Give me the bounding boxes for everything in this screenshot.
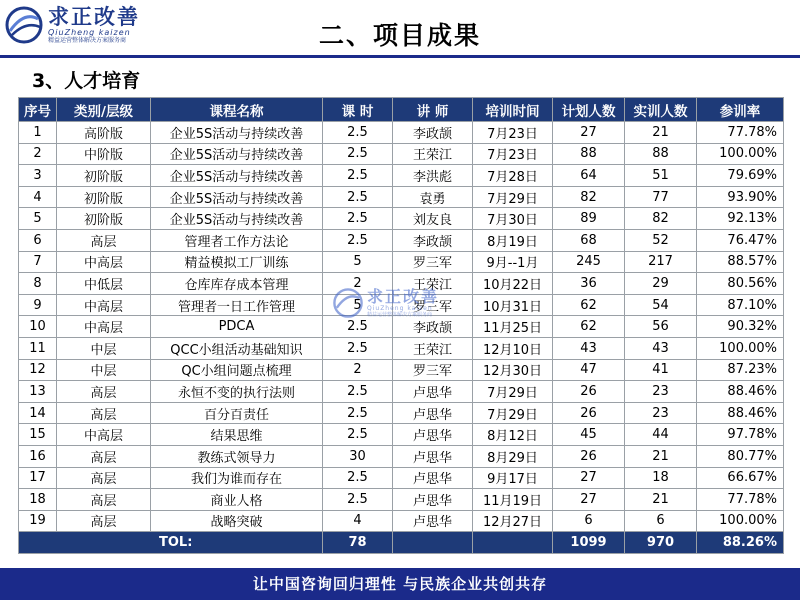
row-hours: 2	[323, 359, 393, 381]
row-actual: 217	[625, 251, 697, 273]
row-course: PDCA	[151, 316, 323, 338]
row-rate: 93.90%	[697, 186, 784, 208]
row-hours: 2.5	[323, 381, 393, 403]
row-course: 企业5S活动与持续改善	[151, 143, 323, 165]
table-row	[19, 337, 784, 359]
row-rate: 87.23%	[697, 359, 784, 381]
row-date: 11月25日	[473, 316, 553, 338]
row-date: 9月--1月	[473, 251, 553, 273]
watermark-name: 求正改善	[367, 287, 440, 306]
row-course: 教练式领导力	[151, 445, 323, 467]
row-course: 企业5S活动与持续改善	[151, 208, 323, 230]
row-course: 商业人格	[151, 489, 323, 511]
row-date: 12月10日	[473, 337, 553, 359]
title-divider	[0, 55, 800, 58]
row-level: 高层	[57, 381, 151, 403]
table-row	[19, 143, 784, 165]
row-level: 高阶版	[57, 122, 151, 144]
row-index: 13	[19, 381, 57, 403]
table-row	[19, 359, 784, 381]
row-level: 高层	[57, 445, 151, 467]
row-actual: 6	[625, 510, 697, 532]
table-row	[19, 229, 784, 251]
row-actual: 43	[625, 337, 697, 359]
row-instructor: 王荣江	[393, 143, 473, 165]
row-actual: 21	[625, 445, 697, 467]
table-row	[19, 445, 784, 467]
training-table	[18, 97, 784, 554]
table-row	[19, 165, 784, 187]
row-date: 11月19日	[473, 489, 553, 511]
row-instructor: 刘友良	[393, 208, 473, 230]
row-planned: 62	[553, 294, 625, 316]
table-row	[19, 467, 784, 489]
row-course: 百分百责任	[151, 402, 323, 424]
row-instructor: 王荣江	[393, 337, 473, 359]
row-instructor: 袁勇	[393, 186, 473, 208]
column-header-level: 类别/层级	[57, 98, 151, 122]
row-actual: 52	[625, 229, 697, 251]
footer-banner: 让中国咨询回归理性 与民族企业共创共存	[0, 568, 800, 600]
row-actual: 82	[625, 208, 697, 230]
row-instructor: 李政颉	[393, 122, 473, 144]
row-actual: 21	[625, 122, 697, 144]
row-planned: 43	[553, 337, 625, 359]
row-course: 企业5S活动与持续改善	[151, 165, 323, 187]
total-rate: 88.26%	[697, 532, 784, 554]
column-header-course: 课程名称	[151, 98, 323, 122]
row-course: 管理者工作方法论	[151, 229, 323, 251]
row-instructor: 李政颉	[393, 316, 473, 338]
column-header-index: 序号	[19, 98, 57, 122]
row-index: 1	[19, 122, 57, 144]
row-rate: 100.00%	[697, 510, 784, 532]
row-hours: 4	[323, 510, 393, 532]
row-planned: 245	[553, 251, 625, 273]
table-row	[19, 208, 784, 230]
table-header-row	[19, 98, 784, 122]
row-level: 中层	[57, 359, 151, 381]
logo-english-name: QiuZheng kaizen	[48, 27, 131, 37]
row-course: 管理者一日工作管理	[151, 294, 323, 316]
row-instructor: 卢思华	[393, 402, 473, 424]
row-instructor: 李洪彪	[393, 165, 473, 187]
table-row	[19, 251, 784, 273]
row-index: 14	[19, 402, 57, 424]
row-level: 初阶版	[57, 186, 151, 208]
row-hours: 2.5	[323, 402, 393, 424]
table-row	[19, 316, 784, 338]
table-total-row	[19, 532, 784, 554]
row-index: 10	[19, 316, 57, 338]
row-rate: 88.46%	[697, 381, 784, 403]
row-planned: 89	[553, 208, 625, 230]
row-rate: 100.00%	[697, 143, 784, 165]
row-date: 12月27日	[473, 510, 553, 532]
row-rate: 66.67%	[697, 467, 784, 489]
row-actual: 51	[625, 165, 697, 187]
row-level: 中高层	[57, 251, 151, 273]
row-rate: 100.00%	[697, 337, 784, 359]
row-instructor: 卢思华	[393, 489, 473, 511]
row-hours: 2.5	[323, 208, 393, 230]
row-index: 5	[19, 208, 57, 230]
row-index: 12	[19, 359, 57, 381]
row-level: 高层	[57, 402, 151, 424]
row-index: 2	[19, 143, 57, 165]
row-planned: 26	[553, 381, 625, 403]
total-actual: 970	[625, 532, 697, 554]
row-level: 初阶版	[57, 165, 151, 187]
row-instructor: 卢思华	[393, 445, 473, 467]
row-course: 企业5S活动与持续改善	[151, 122, 323, 144]
row-date: 7月29日	[473, 402, 553, 424]
table-row	[19, 510, 784, 532]
total-hours: 78	[323, 532, 393, 554]
row-actual: 23	[625, 381, 697, 403]
row-course: 精益模拟工厂训练	[151, 251, 323, 273]
row-level: 中层	[57, 337, 151, 359]
row-rate: 87.10%	[697, 294, 784, 316]
row-actual: 18	[625, 467, 697, 489]
row-date: 7月23日	[473, 122, 553, 144]
row-hours: 2.5	[323, 337, 393, 359]
row-level: 中高层	[57, 424, 151, 446]
watermark-english-name: QiuZheng kaizen	[367, 305, 433, 312]
row-course: 仓库库存成本管理	[151, 273, 323, 295]
row-date: 7月23日	[473, 143, 553, 165]
row-level: 初阶版	[57, 208, 151, 230]
row-actual: 56	[625, 316, 697, 338]
column-header-planned: 计划人数	[553, 98, 625, 122]
row-course: 企业5S活动与持续改善	[151, 186, 323, 208]
row-actual: 54	[625, 294, 697, 316]
row-rate: 88.46%	[697, 402, 784, 424]
row-index: 15	[19, 424, 57, 446]
column-header-instructor: 讲 师	[393, 98, 473, 122]
row-instructor: 罗三军	[393, 251, 473, 273]
column-header-actual: 实训人数	[625, 98, 697, 122]
row-hours: 2.5	[323, 143, 393, 165]
row-hours: 2.5	[323, 467, 393, 489]
row-planned: 62	[553, 316, 625, 338]
row-date: 7月29日	[473, 186, 553, 208]
row-date: 7月30日	[473, 208, 553, 230]
row-actual: 44	[625, 424, 697, 446]
row-planned: 68	[553, 229, 625, 251]
total-empty-cell	[393, 532, 473, 554]
row-index: 11	[19, 337, 57, 359]
row-actual: 21	[625, 489, 697, 511]
row-planned: 36	[553, 273, 625, 295]
row-index: 4	[19, 186, 57, 208]
row-course: QC小组问题点梳理	[151, 359, 323, 381]
table-row	[19, 294, 784, 316]
page-title: 二、项目成果	[318, 21, 481, 50]
row-date: 10月22日	[473, 273, 553, 295]
row-planned: 88	[553, 143, 625, 165]
row-level: 中阶版	[57, 143, 151, 165]
row-level: 高层	[57, 489, 151, 511]
row-index: 17	[19, 467, 57, 489]
row-instructor: 卢思华	[393, 467, 473, 489]
row-rate: 97.78%	[697, 424, 784, 446]
row-index: 8	[19, 273, 57, 295]
row-rate: 92.13%	[697, 208, 784, 230]
row-hours: 2.5	[323, 489, 393, 511]
row-course: 永恒不变的执行法则	[151, 381, 323, 403]
row-hours: 2.5	[323, 424, 393, 446]
row-rate: 80.56%	[697, 273, 784, 295]
row-level: 高层	[57, 467, 151, 489]
row-course: QCC小组活动基础知识	[151, 337, 323, 359]
row-level: 中高层	[57, 294, 151, 316]
row-date: 7月29日	[473, 381, 553, 403]
row-index: 9	[19, 294, 57, 316]
row-course: 战略突破	[151, 510, 323, 532]
row-instructor: 罗三军	[393, 294, 473, 316]
row-date: 8月12日	[473, 424, 553, 446]
row-actual: 88	[625, 143, 697, 165]
row-actual: 41	[625, 359, 697, 381]
row-actual: 77	[625, 186, 697, 208]
row-course: 结果思维	[151, 424, 323, 446]
row-hours: 2	[323, 273, 393, 295]
table-row	[19, 273, 784, 295]
table-row	[19, 424, 784, 446]
row-hours: 30	[323, 445, 393, 467]
row-hours: 2.5	[323, 122, 393, 144]
row-planned: 27	[553, 122, 625, 144]
column-header-date: 培训时间	[473, 98, 553, 122]
logo-name: 求正改善	[48, 4, 140, 29]
total-empty-cell	[473, 532, 553, 554]
row-planned: 27	[553, 467, 625, 489]
row-instructor: 卢思华	[393, 510, 473, 532]
row-date: 7月28日	[473, 165, 553, 187]
row-level: 中低层	[57, 273, 151, 295]
row-planned: 82	[553, 186, 625, 208]
row-instructor: 卢思华	[393, 381, 473, 403]
row-index: 6	[19, 229, 57, 251]
row-rate: 88.57%	[697, 251, 784, 273]
watermark-tagline: 精益运营整体解决方案服务商	[367, 312, 433, 318]
row-date: 8月29日	[473, 445, 553, 467]
row-index: 7	[19, 251, 57, 273]
row-index: 3	[19, 165, 57, 187]
row-rate: 90.32%	[697, 316, 784, 338]
row-index: 16	[19, 445, 57, 467]
row-rate: 76.47%	[697, 229, 784, 251]
total-planned: 1099	[553, 532, 625, 554]
row-instructor: 王荣江	[393, 273, 473, 295]
table-row	[19, 381, 784, 403]
row-date: 12月30日	[473, 359, 553, 381]
row-date: 9月17日	[473, 467, 553, 489]
row-planned: 26	[553, 445, 625, 467]
row-instructor: 李政颉	[393, 229, 473, 251]
row-instructor: 罗三军	[393, 359, 473, 381]
row-planned: 27	[553, 489, 625, 511]
row-rate: 80.77%	[697, 445, 784, 467]
row-planned: 64	[553, 165, 625, 187]
table-row	[19, 186, 784, 208]
row-instructor: 卢思华	[393, 424, 473, 446]
row-date: 10月31日	[473, 294, 553, 316]
row-level: 中高层	[57, 316, 151, 338]
table-row	[19, 489, 784, 511]
row-rate: 79.69%	[697, 165, 784, 187]
row-planned: 26	[553, 402, 625, 424]
row-level: 高层	[57, 229, 151, 251]
row-date: 8月19日	[473, 229, 553, 251]
row-hours: 5	[323, 294, 393, 316]
table-row	[19, 122, 784, 144]
section-title: 3、人才培育	[32, 70, 141, 92]
column-header-rate: 参训率	[697, 98, 784, 122]
row-hours: 2.5	[323, 316, 393, 338]
row-index: 19	[19, 510, 57, 532]
row-planned: 47	[553, 359, 625, 381]
column-header-hours: 课 时	[323, 98, 393, 122]
row-actual: 23	[625, 402, 697, 424]
row-hours: 2.5	[323, 165, 393, 187]
row-hours: 2.5	[323, 229, 393, 251]
row-course: 我们为谁而存在	[151, 467, 323, 489]
row-planned: 45	[553, 424, 625, 446]
row-rate: 77.78%	[697, 122, 784, 144]
row-actual: 29	[625, 273, 697, 295]
row-level: 高层	[57, 510, 151, 532]
row-rate: 77.78%	[697, 489, 784, 511]
row-planned: 6	[553, 510, 625, 532]
row-index: 18	[19, 489, 57, 511]
row-hours: 5	[323, 251, 393, 273]
total-label: TOL:	[19, 532, 323, 554]
table-row	[19, 402, 784, 424]
logo-tagline: 精益运营整体解决方案服务商	[48, 36, 127, 44]
row-hours: 2.5	[323, 186, 393, 208]
